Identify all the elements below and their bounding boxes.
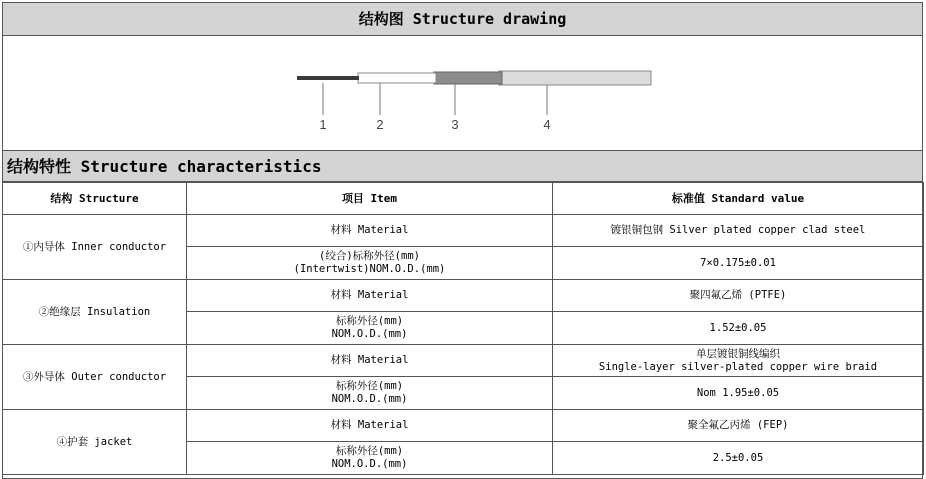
spec-table [2,182,924,475]
structure-cell: ③外导体 Outer conductor [3,345,187,410]
cable-insulation [358,73,436,83]
table-row [3,410,924,442]
value-cell: 镀银铜包钢 Silver plated copper clad steel [553,215,924,247]
item-cell: (绞合)标称外径(mm) (Intertwist)NOM.O.D.(mm) [187,247,553,280]
table-header-row [3,183,924,215]
item-cell: 标称外径(mm) NOM.O.D.(mm) [187,312,553,345]
cable-outer-conductor [434,72,502,84]
structure-cell: ④护套 jacket [3,410,187,475]
header-structure: 结构 Structure [3,183,187,215]
value-cell: 2.5±0.05 [553,442,924,475]
header-standard-value: 标准值 Standard value [553,183,924,215]
item-cell: 标称外径(mm) NOM.O.D.(mm) [187,377,553,410]
label-2: 2 [376,117,384,132]
item-cell: 材料 Material [187,345,553,377]
cable-inner-conductor [297,76,359,80]
label-3: 3 [451,117,459,132]
label-1: 1 [319,117,327,132]
cable-diagram [3,37,922,149]
table-row [3,280,924,312]
item-cell: 材料 Material [187,280,553,312]
structure-characteristics-title: 结构特性 Structure characteristics [3,150,922,182]
item-cell: 材料 Material [187,215,553,247]
value-cell: 聚全氟乙丙烯 (FEP) [553,410,924,442]
header-item: 项目 Item [187,183,553,215]
structure-drawing-title: 结构图 Structure drawing [3,3,922,36]
table-row [3,345,924,377]
value-cell: 聚四氟乙烯 (PTFE) [553,280,924,312]
structure-cell: ②绝缘层 Insulation [3,280,187,345]
item-cell: 标称外径(mm) NOM.O.D.(mm) [187,442,553,475]
cable-jacket [499,71,651,85]
structure-cell: ①内导体 Inner conductor [3,215,187,280]
value-cell: 7×0.175±0.01 [553,247,924,280]
table-row [3,215,924,247]
label-4: 4 [543,117,551,132]
item-cell: 材料 Material [187,410,553,442]
value-cell: Nom 1.95±0.05 [553,377,924,410]
cable-drawing [3,37,922,149]
value-cell: 1.52±0.05 [553,312,924,345]
value-cell: 单层镀银铜线编织 Single-layer silver-plated copper wire braid [553,345,924,377]
